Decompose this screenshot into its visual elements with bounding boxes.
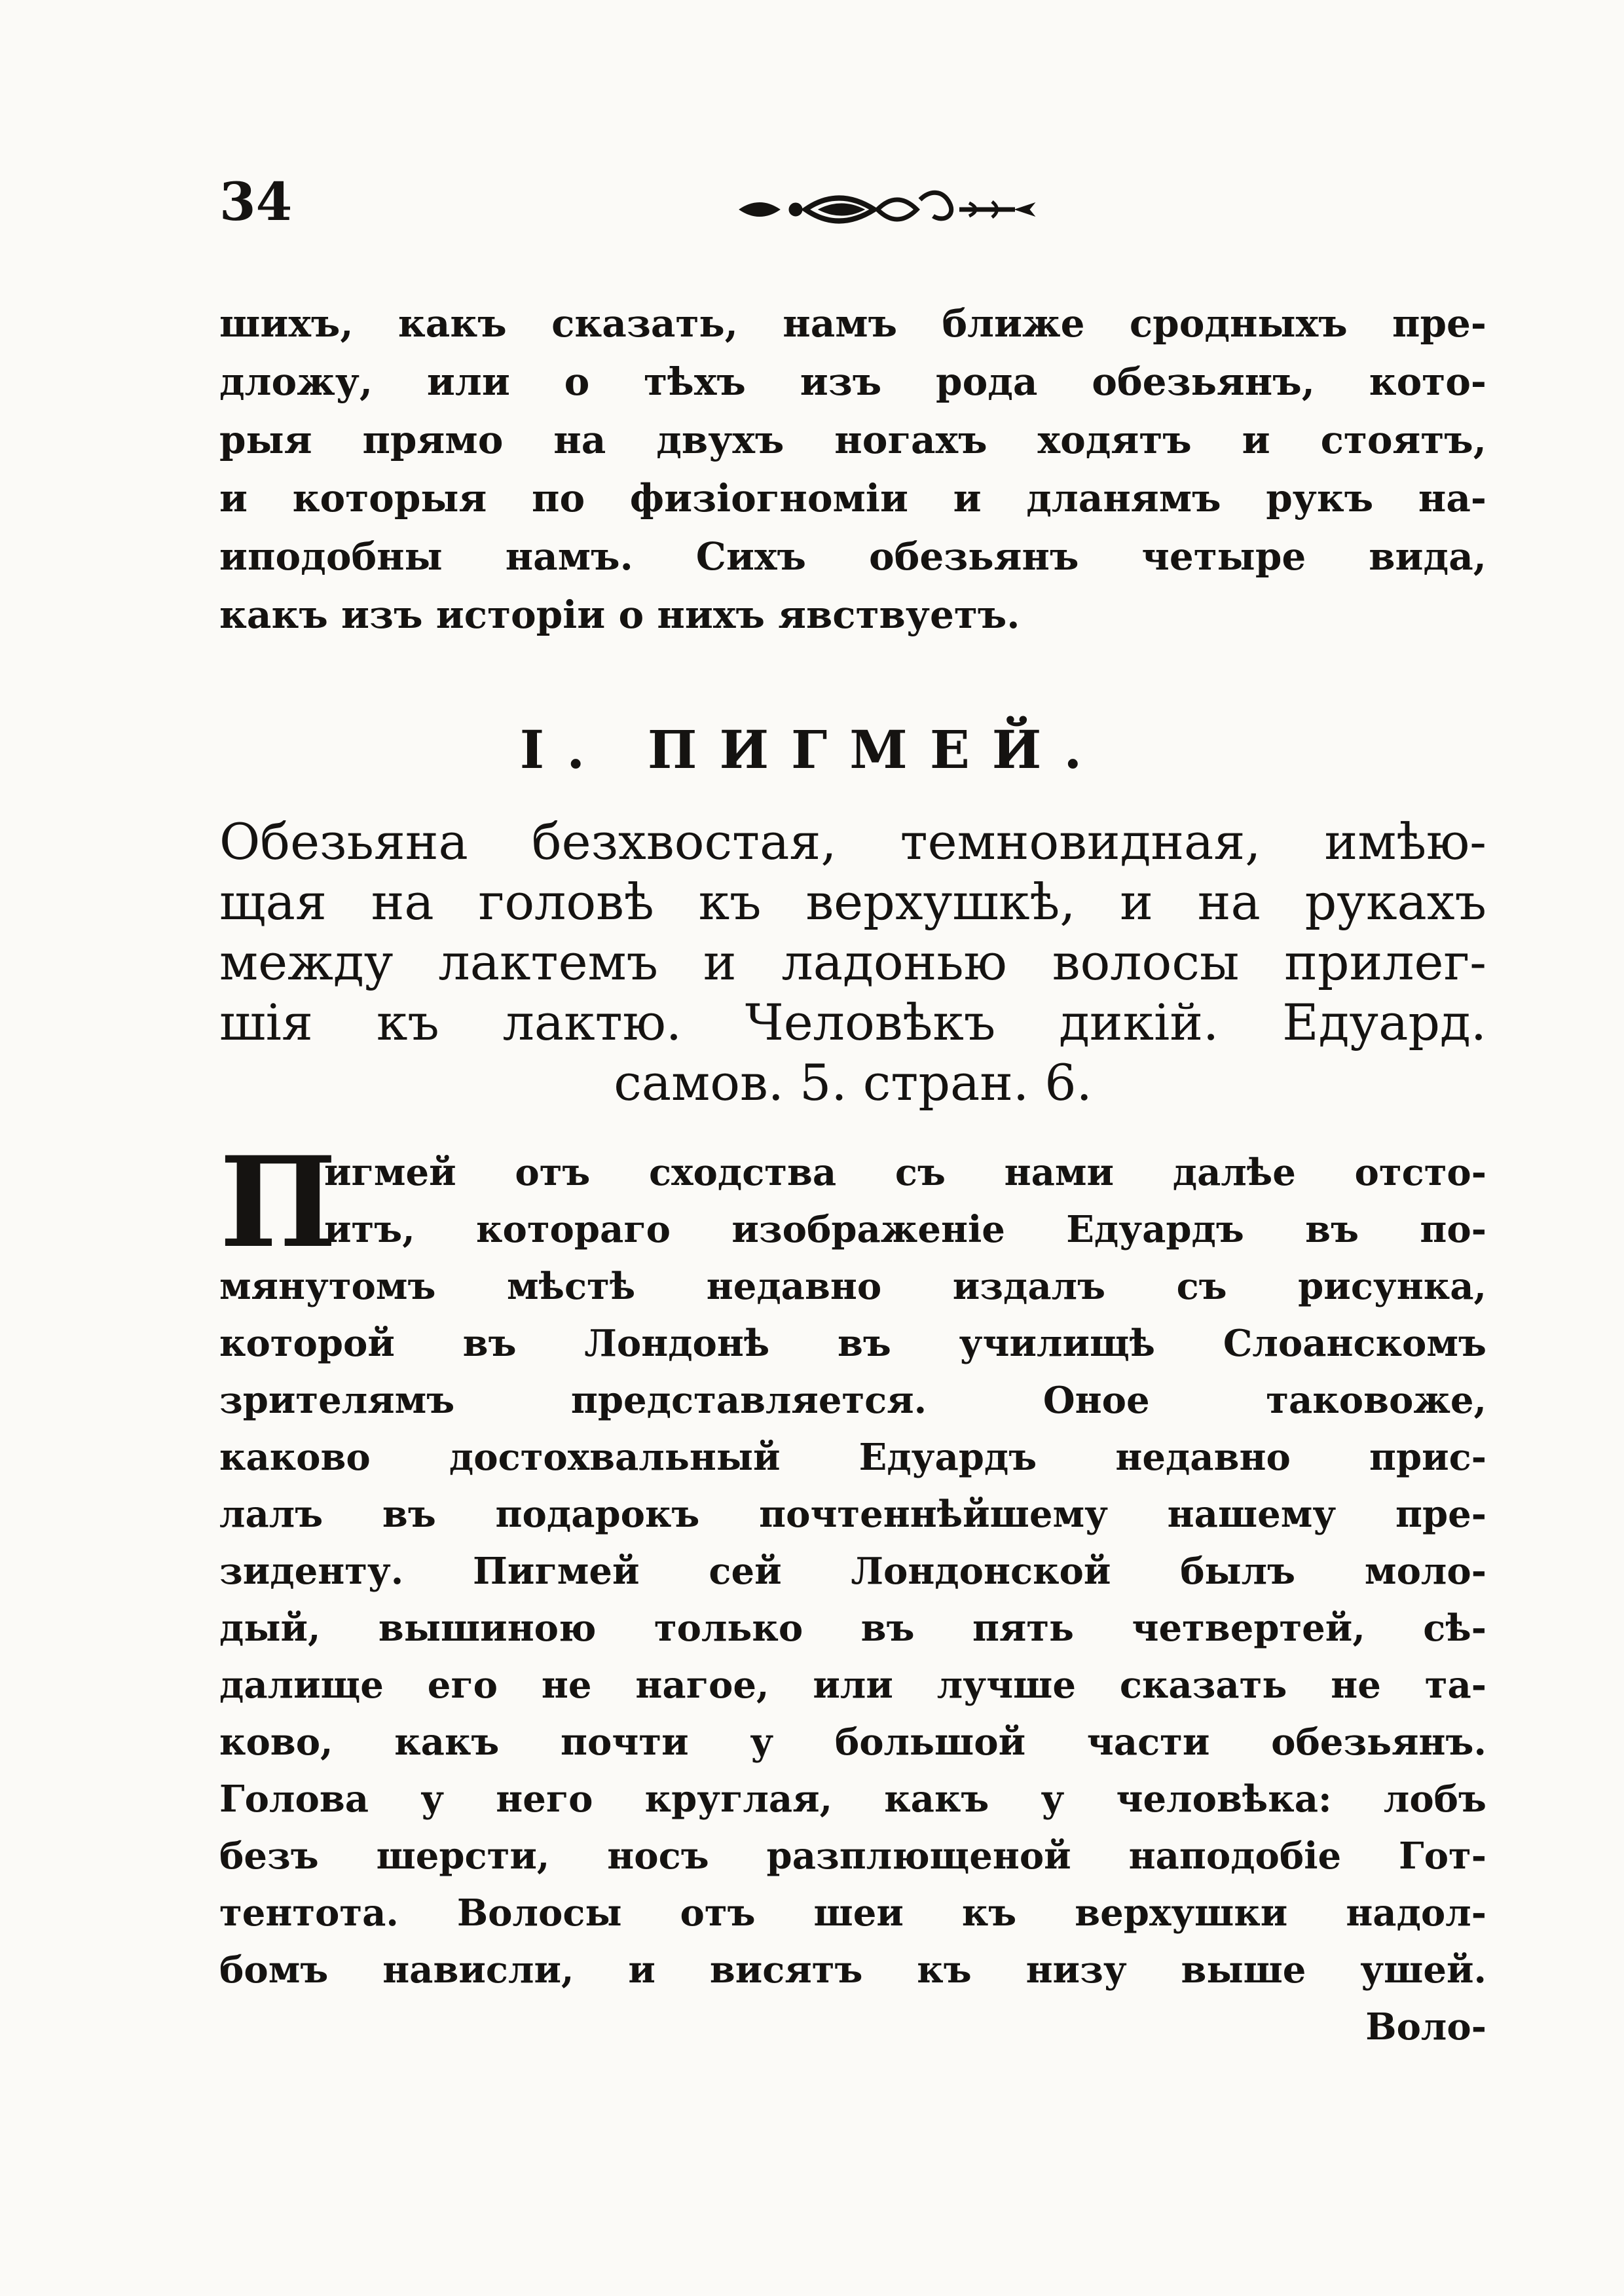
text-line: лалъ въ подарокъ почтеннѣйшему нашему пре- [219, 1493, 1486, 1536]
intro-paragraph [219, 295, 1486, 644]
page-number: 34 [219, 171, 293, 232]
text-line: какъ изъ исторiи о нихъ явствуетъ. [219, 592, 1020, 637]
text-line: безъ шерсти, носъ разплющеной наподобiе Гот- [219, 1834, 1486, 1878]
text-line: и которыя по физiогномiи и дланямъ рукъ на- [219, 476, 1486, 520]
description-line: Обезьяна безхвостая, темновидная, имѣю- [219, 812, 1486, 871]
text-line: итъ, котораго изображенiе Едуардъ въ по- [324, 1208, 1486, 1251]
text-line: игмей отъ сходства съ нами далѣе отсто- [324, 1151, 1486, 1194]
drop-cap: П [219, 1129, 337, 1275]
text-line: мянутомъ мѣстѣ недавно издалъ съ рисунка, [219, 1265, 1486, 1308]
text-line: иподобны намъ. Сихъ обезьянъ четыре вида, [219, 534, 1486, 579]
description-line: самов. 5. стран. 6. [614, 1053, 1092, 1112]
ornament-icon [733, 183, 1041, 236]
text-line: ково, какъ почти у большой части обезьянъ. [219, 1721, 1486, 1764]
description-line: щая на головѣ къ верхушкѣ, и на рукахъ [219, 873, 1486, 931]
text-line: зиденту. Пигмей сей Лондонской былъ моло- [219, 1550, 1486, 1593]
text-line: которой въ Лондонѣ въ училищѣ Слоанскомъ [219, 1322, 1486, 1365]
text-line: рыя прямо на двухъ ногахъ ходятъ и стоятъ, [219, 418, 1486, 462]
text-line: каково достохвальный Едуардъ недавно прис- [219, 1436, 1486, 1479]
text-line: шихъ, какъ сказать, намъ ближе сродныхъ пре- [219, 301, 1486, 346]
description-line: шiя къ лактю. Человѣкъ дикiй. Едуард. [219, 993, 1486, 1051]
body-paragraph [219, 1144, 1486, 2056]
text-line: бомъ нависли, и висятъ къ низу выше ушей. [219, 1948, 1486, 1992]
species-description [219, 812, 1486, 1113]
text-line: тентота. Волосы отъ шеи къ верхушки надол- [219, 1891, 1486, 1935]
section-heading: I. ПИГМЕЙ. [519, 719, 1105, 780]
text-line: далище его не нагое, или лучше сказать не та- [219, 1664, 1486, 1707]
text-line: дложу, или о тѣхъ изъ рода обезьянъ, кото- [219, 359, 1486, 404]
text-line: дый, вышиною только въ пять четвертей, сѣ- [219, 1607, 1486, 1650]
text-line: Голова у него круглая, какъ у человѣка: лобъ [219, 1777, 1486, 1821]
catchword: Воло- [1365, 2005, 1486, 2049]
text-line: зрителямъ представляется. Оное таковоже, [219, 1379, 1486, 1422]
description-line: между лактемъ и ладонью волосы прилег- [219, 933, 1486, 991]
